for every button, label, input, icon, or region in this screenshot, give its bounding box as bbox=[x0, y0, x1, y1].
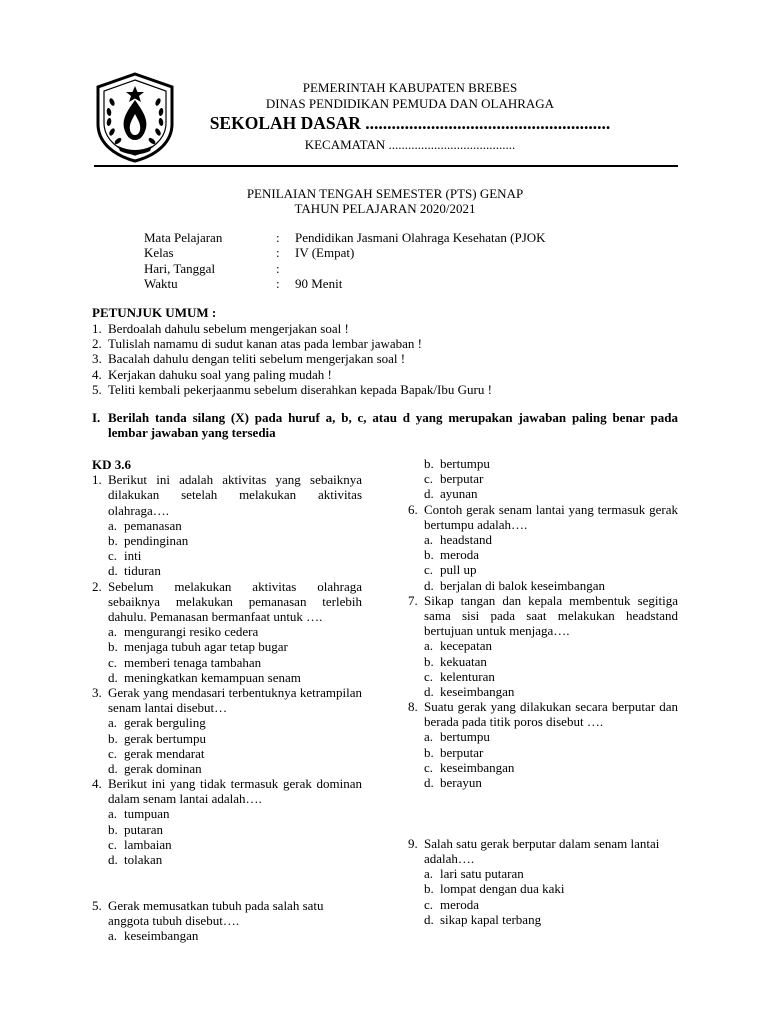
option-text: tolakan bbox=[124, 852, 163, 868]
option-d[interactable] bbox=[408, 486, 678, 501]
option-d[interactable] bbox=[92, 761, 362, 776]
option-letter: d. bbox=[424, 683, 434, 699]
question-text: Berikut ini yang tidak termasuk gerak dominan dalam senam lantai adalah…. bbox=[108, 776, 362, 807]
option-text: ayunan bbox=[440, 486, 478, 502]
info-separator: : bbox=[276, 260, 280, 276]
instruction-text: Bacalah dahulu dengan teliti sebelum mengerjakan soal ! bbox=[108, 351, 406, 367]
option-d[interactable] bbox=[408, 912, 678, 927]
option-letter: b. bbox=[424, 653, 434, 669]
option-b[interactable] bbox=[408, 654, 678, 669]
option-letter: d. bbox=[424, 911, 434, 927]
option-letter: b. bbox=[108, 730, 118, 746]
question-7 bbox=[408, 593, 678, 639]
option-text: berputar bbox=[440, 471, 484, 487]
column-spacer bbox=[408, 805, 678, 820]
exam-year: TAHUN PELAJARAN 2020/2021 bbox=[294, 201, 476, 216]
question-text: Sebelum melakukan aktivitas olahraga sebaiknya melakukan pemanasan terlebih dahulu. Pemanasan bermanfaat untuk …. bbox=[108, 578, 362, 624]
option-c[interactable] bbox=[408, 471, 678, 486]
option-a[interactable] bbox=[92, 518, 362, 533]
option-letter: a. bbox=[108, 624, 118, 640]
option-letter: c. bbox=[424, 896, 434, 912]
question-5 bbox=[92, 898, 362, 928]
option-letter: b. bbox=[108, 821, 118, 837]
option-text: pull up bbox=[440, 562, 477, 578]
option-b[interactable] bbox=[408, 745, 678, 760]
question-3 bbox=[92, 685, 362, 715]
question-number: 8. bbox=[408, 699, 418, 715]
question-number: 6. bbox=[408, 501, 418, 517]
option-text: bertumpu bbox=[440, 456, 490, 471]
option-letter: c. bbox=[108, 654, 118, 670]
option-a[interactable] bbox=[408, 866, 678, 881]
option-letter: a. bbox=[108, 517, 118, 533]
option-text: menjaga tubuh agar tetap bugar bbox=[124, 639, 288, 655]
option-text: gerak bertumpu bbox=[124, 730, 206, 746]
option-letter: c. bbox=[108, 836, 118, 852]
option-text: keseimbangan bbox=[440, 683, 515, 699]
option-b[interactable] bbox=[92, 731, 362, 746]
column-spacer bbox=[92, 882, 362, 897]
option-text: kecepatan bbox=[440, 638, 492, 654]
question-text: Salah satu gerak berputar dalam senam lantai adalah…. bbox=[424, 835, 660, 866]
instructions-heading: PETUNJUK UMUM : bbox=[92, 305, 217, 320]
question-number: 5. bbox=[92, 897, 102, 913]
instruction-number: 2. bbox=[92, 336, 102, 352]
option-c[interactable] bbox=[408, 562, 678, 577]
question-text: Contoh gerak senam lantai yang termasuk gerak bertumpu adalah…. bbox=[424, 501, 678, 532]
instruction-number: 4. bbox=[92, 366, 102, 382]
question-8 bbox=[408, 699, 678, 729]
option-c[interactable] bbox=[408, 760, 678, 775]
question-number: 4. bbox=[92, 776, 102, 792]
info-key: Mata Pelajaran bbox=[144, 230, 223, 245]
option-b[interactable] bbox=[92, 822, 362, 837]
option-text: meningkatkan kemampuan senam bbox=[124, 669, 301, 685]
option-text: gerak dominan bbox=[124, 760, 202, 776]
instruction-number: 1. bbox=[92, 321, 102, 336]
option-text: bertumpu bbox=[440, 729, 490, 745]
option-letter: d. bbox=[108, 669, 118, 685]
option-a[interactable] bbox=[92, 624, 362, 639]
option-c[interactable] bbox=[92, 548, 362, 563]
option-b[interactable] bbox=[408, 456, 678, 471]
info-value: Pendidikan Jasmani Olahraga Kesehatan (PJOK bbox=[295, 230, 546, 245]
instruction-text: Teliti kembali pekerjaanmu sebelum diserahkan kepada Bapak/Ibu Guru ! bbox=[108, 381, 492, 397]
letterhead-district: KECAMATAN ....................................... bbox=[304, 137, 516, 152]
option-letter: a. bbox=[424, 638, 434, 654]
instruction-text: Tulislah namamu di sudut kanan atas pada lembar jawaban ! bbox=[108, 336, 422, 352]
question-text: Suatu gerak yang dilakukan secara berputar dan berada pada titik poros disebut …. bbox=[424, 699, 678, 730]
info-separator: : bbox=[276, 230, 280, 245]
question-number: 2. bbox=[92, 578, 102, 594]
column-spacer bbox=[408, 821, 678, 836]
instruction-number: 3. bbox=[92, 351, 102, 367]
option-text: berayun bbox=[440, 775, 482, 791]
question-text: Gerak memusatkan tubuh pada salah satu anggota tubuh disebut…. bbox=[108, 897, 324, 928]
option-text: tiduran bbox=[124, 563, 161, 579]
option-letter: d. bbox=[424, 775, 434, 791]
option-letter: a. bbox=[108, 928, 118, 943]
option-letter: c. bbox=[108, 745, 118, 761]
option-text: inti bbox=[124, 548, 142, 564]
option-letter: c. bbox=[424, 562, 434, 578]
option-letter: b. bbox=[424, 547, 434, 563]
option-letter: d. bbox=[424, 577, 434, 593]
option-letter: b. bbox=[424, 744, 434, 760]
option-letter: d. bbox=[424, 486, 434, 502]
question-9 bbox=[408, 836, 678, 866]
exam-title: PENILAIAN TENGAH SEMESTER (PTS) GENAP bbox=[246, 186, 524, 201]
kd-label: KD 3.6 bbox=[92, 457, 131, 472]
option-d[interactable] bbox=[408, 578, 678, 593]
option-letter: b. bbox=[108, 532, 118, 548]
info-key: Kelas bbox=[144, 245, 174, 261]
option-c[interactable] bbox=[92, 837, 362, 852]
question-text: Berikut ini adalah aktivitas yang sebaiknya dilakukan setelah melakukan aktivitas olahraga…. bbox=[108, 472, 362, 518]
question-number: 9. bbox=[408, 835, 418, 851]
letterhead-department: DINAS PENDIDIKAN PEMUDA DAN OLAHRAGA bbox=[265, 96, 555, 111]
option-text: keseimbangan bbox=[440, 759, 515, 775]
option-letter: a. bbox=[108, 806, 118, 822]
option-text: headstand bbox=[440, 531, 492, 547]
option-letter: c. bbox=[424, 759, 434, 775]
option-letter: a. bbox=[424, 866, 434, 882]
question-2 bbox=[92, 579, 362, 625]
option-text: gerak berguling bbox=[124, 715, 206, 731]
option-c[interactable] bbox=[92, 655, 362, 670]
option-letter: b. bbox=[424, 881, 434, 897]
info-key: Waktu bbox=[144, 275, 178, 291]
section-text: Berilah tanda silang (X) pada huruf a, b, c, atau d yang merupakan jawaban paling benar pada lembar jawaban yang tersedia bbox=[108, 410, 678, 441]
option-a[interactable] bbox=[92, 806, 362, 821]
question-4 bbox=[92, 776, 362, 806]
option-b[interactable] bbox=[408, 881, 678, 896]
option-d[interactable] bbox=[92, 670, 362, 685]
option-text: meroda bbox=[440, 547, 479, 563]
option-d[interactable] bbox=[92, 563, 362, 578]
option-letter: d. bbox=[108, 760, 118, 776]
option-c[interactable] bbox=[408, 897, 678, 912]
option-letter: c. bbox=[424, 471, 434, 487]
question-6 bbox=[408, 502, 678, 532]
option-text: pendinginan bbox=[124, 532, 189, 548]
option-d[interactable] bbox=[408, 775, 678, 790]
option-text: lambaian bbox=[124, 836, 172, 852]
option-d[interactable] bbox=[92, 852, 362, 867]
question-number: 3. bbox=[92, 684, 102, 700]
option-b[interactable] bbox=[408, 547, 678, 562]
option-d[interactable] bbox=[408, 684, 678, 699]
option-a[interactable] bbox=[92, 928, 362, 943]
instruction-text: Berdoalah dahulu sebelum mengerjakan soal ! bbox=[108, 321, 349, 336]
info-separator: : bbox=[276, 275, 280, 291]
option-text: gerak mendarat bbox=[124, 745, 205, 761]
section-number: I. bbox=[92, 410, 101, 425]
option-letter: d. bbox=[108, 563, 118, 579]
option-b[interactable] bbox=[92, 639, 362, 654]
option-text: meroda bbox=[440, 896, 479, 912]
option-a[interactable] bbox=[408, 729, 678, 744]
question-1 bbox=[92, 472, 362, 518]
option-text: pemanasan bbox=[124, 517, 182, 533]
option-letter: a. bbox=[108, 715, 118, 731]
option-text: berputar bbox=[440, 744, 484, 760]
instruction-number: 5. bbox=[92, 381, 102, 397]
option-text: tumpuan bbox=[124, 806, 170, 822]
column-spacer bbox=[92, 867, 362, 882]
info-key: Hari, Tanggal bbox=[144, 260, 216, 276]
option-text: lari satu putaran bbox=[440, 866, 524, 882]
letterhead-divider bbox=[94, 165, 678, 167]
option-text: kelenturan bbox=[440, 668, 495, 684]
option-text: berjalan di balok keseimbangan bbox=[440, 577, 605, 593]
questions-left-column bbox=[92, 457, 362, 943]
option-text: memberi tenaga tambahan bbox=[124, 654, 262, 670]
letterhead-school-name: SEKOLAH DASAR ........................................................ bbox=[209, 113, 611, 133]
column-spacer bbox=[408, 790, 678, 805]
info-value: IV (Empat) bbox=[295, 245, 355, 261]
option-letter: a. bbox=[424, 729, 434, 745]
option-letter: d. bbox=[108, 852, 118, 868]
option-text: keseimbangan bbox=[124, 928, 199, 943]
option-letter: b. bbox=[108, 639, 118, 655]
letterhead-government: PEMERINTAH KABUPATEN BREBES bbox=[302, 80, 518, 95]
option-text: mengurangi resiko cedera bbox=[124, 624, 259, 640]
option-a[interactable] bbox=[408, 638, 678, 653]
option-text: kekuatan bbox=[440, 653, 487, 669]
option-letter: c. bbox=[424, 668, 434, 684]
instruction-text: Kerjakan dahuku soal yang paling mudah ! bbox=[108, 366, 332, 382]
question-text: Gerak yang mendasari terbentuknya ketrampilan senam lantai disebut… bbox=[108, 684, 362, 716]
option-letter: c. bbox=[108, 548, 118, 564]
question-text: Sikap tangan dan kepala membentuk segitiga sama sisi pada saat melakukan headstand bertujuan untuk menjaga…. bbox=[424, 592, 678, 639]
option-a[interactable] bbox=[92, 715, 362, 730]
info-value: 90 Menit bbox=[295, 275, 343, 291]
option-c[interactable] bbox=[92, 746, 362, 761]
option-letter: a. bbox=[424, 531, 434, 547]
questions-right-column bbox=[408, 456, 678, 927]
option-a[interactable] bbox=[408, 532, 678, 547]
info-separator: : bbox=[276, 245, 280, 261]
option-b[interactable] bbox=[92, 533, 362, 548]
option-text: putaran bbox=[124, 821, 163, 837]
option-text: lompat dengan dua kaki bbox=[440, 881, 565, 897]
option-c[interactable] bbox=[408, 669, 678, 684]
question-number: 1. bbox=[92, 472, 102, 488]
option-letter: b. bbox=[424, 456, 434, 471]
question-number: 7. bbox=[408, 592, 418, 608]
option-text: sikap kapal terbang bbox=[440, 911, 542, 927]
section-instruction bbox=[92, 410, 678, 440]
